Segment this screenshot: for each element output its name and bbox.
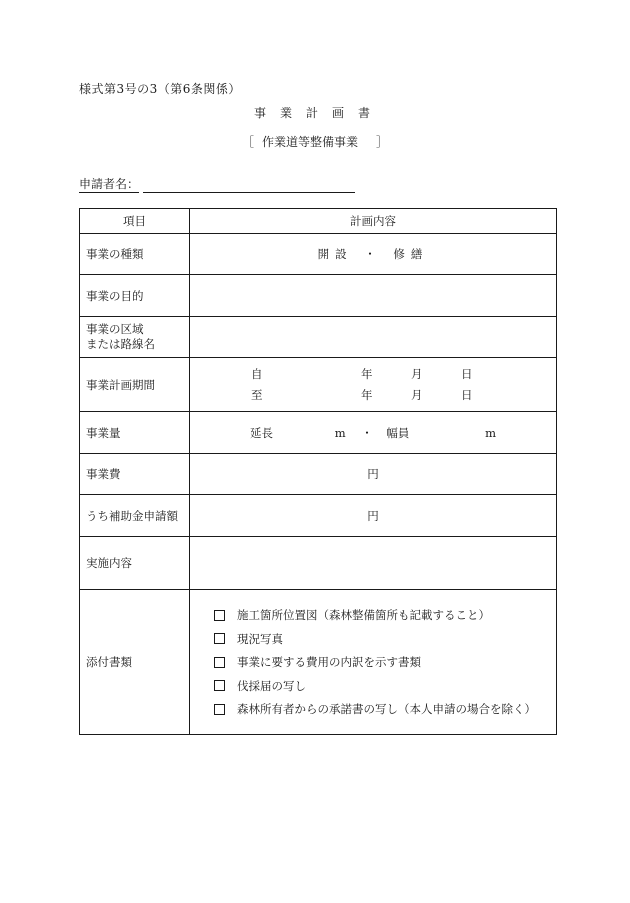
attachment-item[interactable] (214, 697, 556, 721)
attachment-item[interactable] (214, 603, 556, 627)
label-purpose: 事業の目的 (80, 275, 190, 317)
row-cost (80, 454, 557, 495)
period-to-day: 日 (461, 388, 473, 402)
attachment-item[interactable] (214, 650, 556, 674)
checkbox-icon[interactable] (214, 680, 225, 691)
row-subsidy (80, 495, 557, 537)
row-attachments (80, 590, 557, 735)
quantity-separator: ・ (361, 425, 373, 440)
attachments-list-cell (190, 590, 557, 735)
type-separator: ・ (364, 247, 376, 261)
plan-table (79, 208, 557, 735)
attachment-label: 森林所有者からの承諾書の写し（本人申請の場合を除く） (237, 702, 536, 716)
applicant-row (79, 175, 355, 193)
checkbox-icon[interactable] (214, 633, 225, 644)
label-cost: 事業費 (80, 454, 190, 495)
content-field[interactable] (190, 537, 557, 590)
label-area-line1: 事業の区域 (86, 322, 144, 336)
label-content: 実施内容 (80, 537, 190, 590)
attachment-item[interactable] (214, 674, 556, 698)
attachments-list (196, 603, 556, 721)
label-period: 事業計画期間 (80, 358, 190, 412)
document-subtitle (0, 133, 630, 150)
checkbox-icon[interactable] (214, 610, 225, 621)
attachment-item[interactable] (214, 627, 556, 651)
document-title: 事業計画書 (253, 106, 384, 120)
period-to: 至 (251, 388, 263, 402)
subtitle-open-bracket: ［ (241, 135, 254, 149)
period-from-year: 年 (361, 367, 373, 381)
table-header-row (80, 209, 557, 234)
applicant-name-field[interactable] (143, 181, 355, 193)
option-repair[interactable]: 修繕 (393, 247, 429, 261)
period-to-month: 月 (411, 388, 423, 402)
subsidy-field[interactable]: 円 (190, 495, 557, 537)
attachment-label: 現況写真 (237, 631, 283, 646)
quantity-field[interactable] (190, 412, 557, 454)
subtitle-text: 作業道等整備事業 (261, 135, 358, 149)
subtitle-close-bracket: ］ (375, 135, 388, 149)
period-to-year: 年 (361, 388, 373, 402)
checkbox-icon[interactable] (214, 657, 225, 668)
label-subsidy: うち補助金申請額 (80, 495, 190, 537)
attachment-label: 事業に要する費用の内訳を示す書類 (237, 655, 421, 669)
attachment-label: 伐採届の写し (237, 678, 306, 693)
option-open[interactable]: 開設 (317, 247, 353, 261)
row-content (80, 537, 557, 590)
label-area-line2: または路線名 (86, 337, 155, 351)
row-purpose (80, 275, 557, 317)
length-label: 延長 (250, 425, 274, 440)
row-period (80, 358, 557, 412)
header-item: 項目 (80, 209, 190, 234)
checkbox-icon[interactable] (214, 704, 225, 715)
business-type-options (190, 234, 557, 275)
width-label: 幅員 (386, 425, 410, 440)
row-business-type (80, 234, 557, 275)
attachment-label: 施工箇所位置図（森林整備箇所も記載すること） (237, 608, 490, 622)
period-field[interactable] (190, 358, 557, 412)
area-field[interactable] (190, 317, 557, 358)
row-area (80, 317, 557, 358)
label-attachments: 添付書類 (80, 590, 190, 735)
label-quantity: 事業量 (80, 412, 190, 454)
purpose-field[interactable] (190, 275, 557, 317)
width-unit: m (485, 425, 496, 440)
applicant-label: 申請者名： (79, 177, 140, 191)
period-from-day: 日 (461, 367, 473, 381)
length-unit: m (334, 425, 346, 440)
period-from-month: 月 (411, 367, 423, 381)
cost-field[interactable]: 円 (190, 454, 557, 495)
label-area (80, 317, 190, 358)
header-content: 計画内容 (190, 209, 557, 234)
row-quantity (80, 412, 557, 454)
label-business-type: 事業の種類 (80, 234, 190, 275)
form-number: 様式第3号の3（第6条関係） (79, 82, 241, 96)
period-from: 自 (251, 367, 263, 381)
